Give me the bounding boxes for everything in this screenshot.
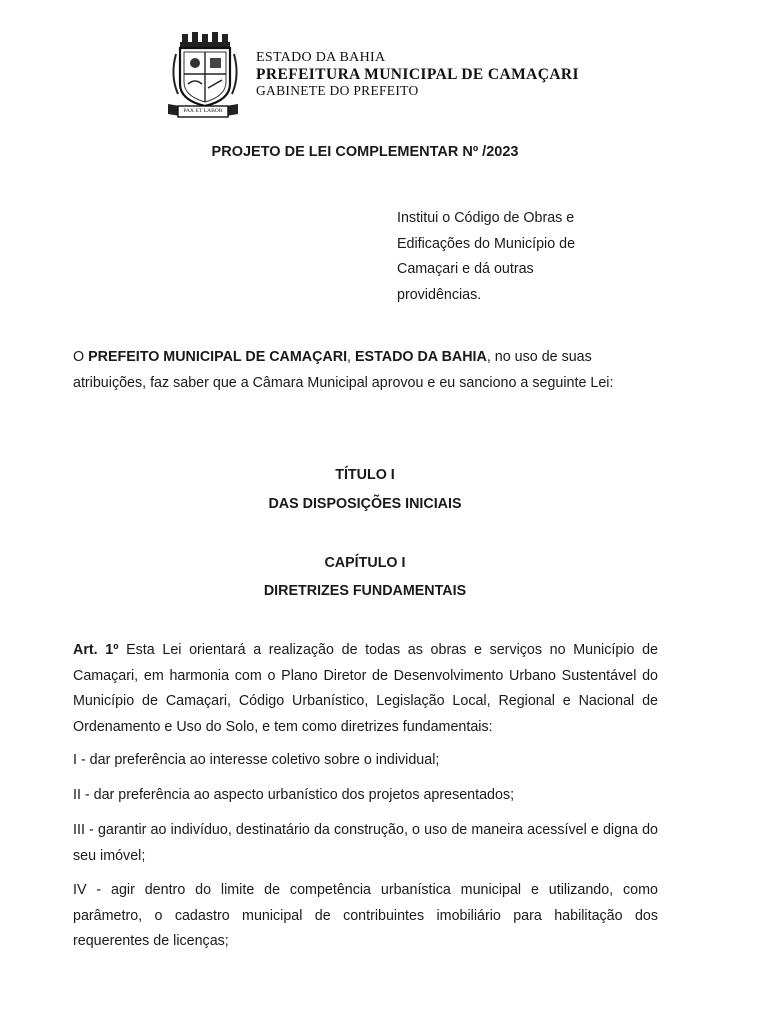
article-1-label: Art. 1º [73, 642, 119, 658]
article-1 [73, 638, 658, 740]
list-item-IV: IV - agir dentro do limite de competência urbanística municipal e utilizando, como parâmetro, o cadastro municipal de contribuintes imobiliário para habilitação dos requerentes de licenças; [73, 882, 658, 949]
capitulo-name: DIRETRIZES FUNDAMENTAIS [263, 583, 467, 599]
article-1-text: Esta Lei orientará a realização de todas as obras e serviços no Município de Camaçari, em harmonia com o Plano Diretor de Desenvolvimento Urbano Sustentável do Município de Camaçari, Código Urbanístico, Legislação Local, Regional e Nacional de Ordenamento e Uso do Solo, e tem como diretrizes fundamentais: [73, 642, 658, 735]
titulo-name: DAS DISPOSIÇÕES INICIAIS [268, 496, 462, 512]
capitulo-heading: CAPÍTULO I [324, 555, 406, 571]
document-title: PROJETO DE LEI COMPLEMENTAR Nº /2023 [211, 144, 519, 160]
list-item-III: III - garantir ao indivíduo, destinatário da construção, o uso de maneira acessível e digna do seu imóvel; [73, 822, 658, 864]
ementa-line: Institui o Código de Obras e [397, 210, 575, 226]
ementa [397, 206, 627, 308]
preamble-prefix: O [73, 349, 89, 365]
prefecture-name: PREFEITURA MUNICIPAL DE CAMAÇARI [256, 66, 579, 83]
list-item-I: I - dar preferência ao interesse coletivo sobre o individual; [73, 752, 440, 768]
list-item-II: II - dar preferência ao aspecto urbanístico dos projetos apresentados; [73, 787, 515, 803]
titulo-heading: TÍTULO I [335, 467, 395, 483]
office-name: GABINETE DO PREFEITO [256, 83, 419, 98]
ementa-line: Camaçari e dá outras [397, 261, 534, 277]
preamble-prefeito: PREFEITO MUNICIPAL DE CAMAÇARI [88, 349, 348, 365]
seal-motto: PAX ET LABOR [183, 108, 223, 114]
preamble-sep: , [347, 349, 355, 365]
preamble-estado: ESTADO DA BAHIA [355, 349, 487, 365]
ementa-line: Edificações do Município de [397, 235, 576, 252]
letterhead [166, 32, 586, 122]
ementa-line: providências. [397, 286, 482, 303]
preamble-rest: , no uso de suas atribuições, faz saber que a Câmara Municipal aprovou e eu sanciono a seguinte Lei: [73, 349, 614, 391]
preamble [73, 345, 658, 396]
letterhead-text [256, 50, 579, 99]
state-name: ESTADO DA BAHIA [256, 50, 386, 65]
